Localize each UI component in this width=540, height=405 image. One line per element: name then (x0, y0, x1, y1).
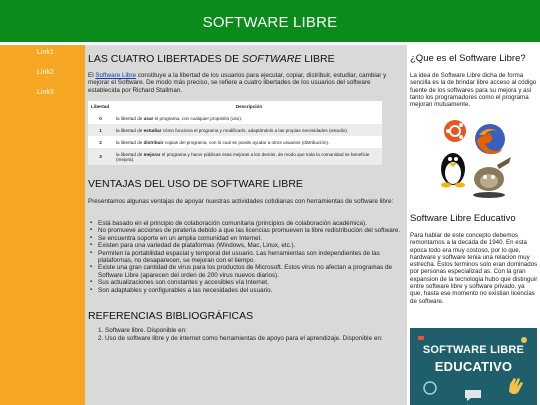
educational-banner (410, 328, 537, 405)
what-is-heading: ¿Que es el Software Libre? (410, 53, 526, 64)
table-row (88, 136, 382, 148)
banner-title-line2: EDUCATIVO (434, 359, 513, 374)
list-item: ▪ Se encuentra soporte en un amplia comunidad en Internet. (88, 235, 404, 242)
banner-decoration (521, 337, 527, 343)
freedom-number: 0 (88, 112, 113, 124)
column-header-descripcion: Descripción (113, 101, 382, 112)
intro-text: El (88, 72, 96, 79)
list-item: ▪ Existen para una variedad de plataformas (Windows, Mac, Linux, etc.). (88, 242, 404, 249)
references-list (88, 327, 404, 342)
main-content (85, 45, 407, 405)
table-row (88, 148, 382, 165)
advantages-heading: VENTAJAS DEL USO DE SOFTWARE LIBRE (88, 178, 303, 190)
list-item: 1. Software libre. Disponible en: (98, 327, 187, 334)
description-text: el programa y hacer públicas esas mejoras a los demás, de modo que toda la comunidad se beneficie (mejora). (116, 151, 370, 162)
gear-icon (424, 382, 436, 394)
free-software-logos (435, 117, 517, 203)
table-header-row (88, 101, 382, 112)
intro-text: constituye a la libertad de los usuarios para ejecutar, copiar, distribuir, estudiar, cambiar y mejorar el Software. De modo más preciso, se refiere a cuatro libertades de los usuarios del software establecida por Richard Stallman. (88, 72, 387, 94)
freedoms-intro (88, 72, 404, 94)
table-row (88, 112, 382, 124)
freedom-description (113, 136, 382, 148)
sidebar-link-3[interactable]: Link3 (37, 89, 54, 96)
freedoms-table (88, 101, 382, 165)
freedoms-heading (88, 53, 335, 65)
freedom-number: 3 (88, 148, 113, 165)
tux-penguin-icon (441, 153, 465, 188)
what-is-text: La idea de Software Libre dicha de forma sencilla es la de brindar libre acceso al código fuente de los softwares para su mejora y así tanto los programadores como el programa mejoran mutuamente. (410, 72, 537, 109)
references-heading: REFERENCIAS BIBLIOGRÁFICAS (88, 310, 254, 322)
open-hand-icon (509, 378, 523, 394)
advantages-intro: Presentamos algunas ventajas de apoyar nuestras actividades cotidianas con herramientas de software libre: (88, 198, 394, 205)
sidebar-link-2[interactable]: Link2 (37, 69, 54, 76)
site-header (0, 0, 540, 45)
firefox-logo-icon (475, 124, 505, 154)
list-item: ▪ Sus actualizaciones son constantes y accesibles vía Internet. (88, 279, 404, 286)
freedom-description (113, 112, 382, 124)
chat-bubble-icon (465, 390, 481, 401)
banner-title-line1: SOFTWARE LIBRE (422, 344, 525, 356)
ubuntu-logo-icon (444, 120, 466, 142)
list-item: ▪ Son adaptables y configurables a las necesidades del usuario. (88, 287, 404, 294)
freedom-description (113, 148, 382, 165)
description-keyword: estudiar (143, 127, 162, 133)
freedoms-heading-emphasis: SOFTWARE (242, 53, 302, 65)
description-text: copias del programa, con lo cual se puede ayudar a otros usuarios (distribución). (163, 139, 330, 145)
site-title: SOFTWARE LIBRE (202, 14, 338, 31)
description-text: la libertad de (116, 151, 144, 157)
description-text: el programa, con cualquier propósito (uso). (153, 115, 243, 121)
sidebar-link-1[interactable]: Link1 (37, 49, 54, 56)
description-text: la libertad de (116, 115, 144, 121)
sidebar-nav (0, 45, 85, 405)
educational-text: Para hablar de este concepto debemos remontarnos a la decada de 1940. En esta epoca todo era muy costoso, por lo que, hardware y software tenia una relacion muy estrecha. Estos terminos solo eran dominados por personas especializad as. Con la gran expansion de la tecnologia hubo que distinguir entre software libre y software privado, ya que, hasta ese momento no existian licencias de software. (410, 232, 538, 305)
freedom-description (113, 124, 382, 136)
advantages-list (88, 220, 404, 294)
freedom-number: 2 (88, 136, 113, 148)
table-row (88, 124, 382, 136)
banner-decoration (418, 336, 424, 340)
list-item: ▪ Está basado en el principio de colaboración comunitaria (principios de colaboración académica). (88, 220, 404, 227)
description-keyword: usar (143, 115, 154, 121)
list-item: ▪ Permiten la portabilidad espacial y temporal del usuario. Las herramientas son independientes de las plataformas, no desaparecen, se mejoran con el tiempo. (88, 250, 404, 265)
description-text: cómo funciona el programa y modificarlo, adaptándolo a las propias necesidades (estudio). (161, 127, 349, 133)
description-text: la libertad de (116, 139, 144, 145)
list-item: 2. Uso de software libre y de internet como herramientas de apoyo para el aprendizaje. Disponible en: (98, 334, 383, 342)
freedom-number: 1 (88, 124, 113, 136)
gimp-logo-icon (473, 157, 511, 198)
freedoms-heading-part: LIBRE (301, 53, 335, 65)
description-keyword: distribuir (143, 139, 164, 145)
list-item: ▪ No promueve acciones de piratería debido a que las licencias promueven la libre redistribución del software. (88, 227, 404, 234)
software-libre-link[interactable]: Software Libre (95, 72, 136, 79)
column-header-libertad: Libertad (88, 101, 113, 112)
description-keyword: mejorar (143, 151, 161, 157)
educational-heading: Software Libre Educativo (410, 213, 516, 224)
description-text: la libertad de (116, 127, 144, 133)
list-item: ▪ Existe una gran cantidad de virus para los productos de Microsoft. Estos virus no afectan a programas de Software Libre (aparecen del orden de 200 virus nuevos diarios). (88, 264, 404, 279)
freedoms-heading-part: LAS CUATRO LIBERTADES DE (88, 53, 243, 65)
right-sidebar (407, 45, 540, 405)
